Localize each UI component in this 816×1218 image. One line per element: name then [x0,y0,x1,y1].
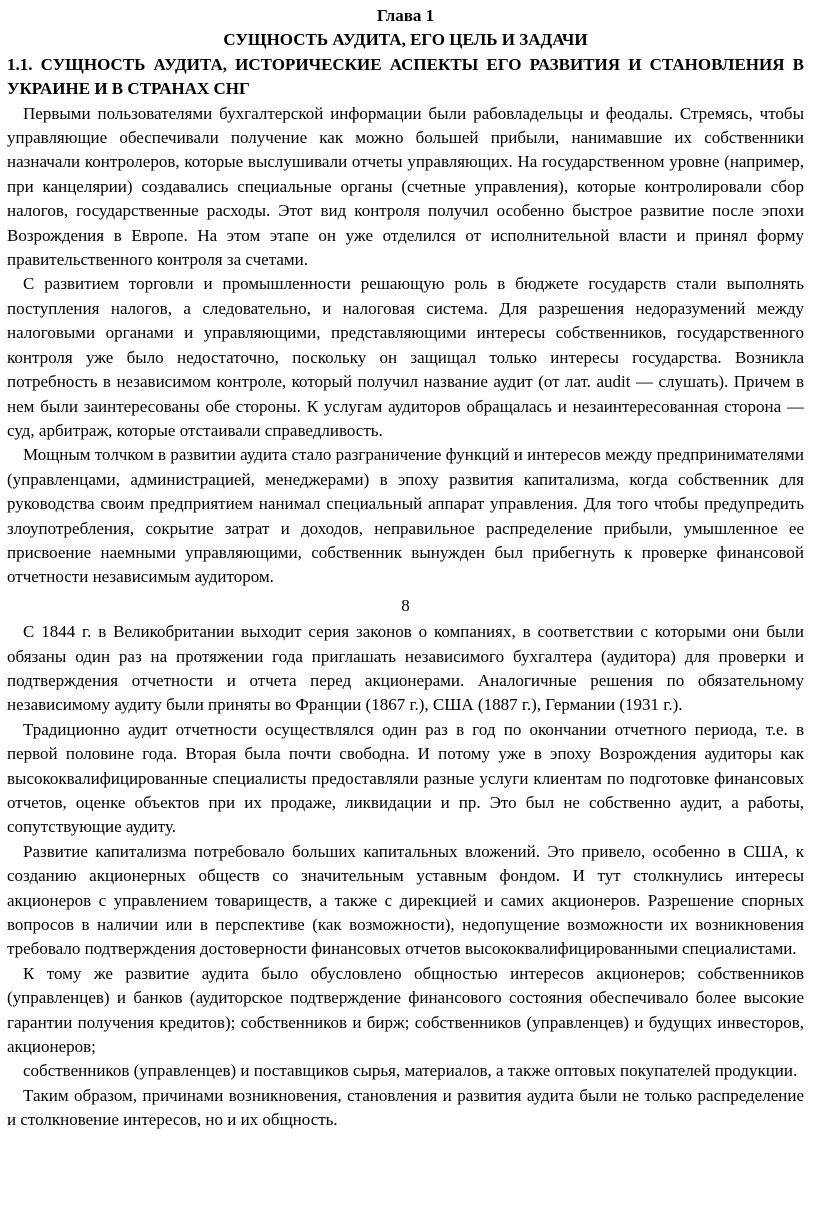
paragraph: Развитие капитализма потребовало больших капитальных вложений. Это привело, особенно в США, к созданию акционерных обществ со значительным уставным фондом. И тут столкнулись интересы акционеров с управлением товариществ, а также с дирекцией и самих акционеров. Разрешение спорных вопросов в наличии или в перспективе (как возможности), недопущение возможности их возникновения требовало подтверждения достоверности финансовых отчетов высококвалифицированными специалистами. [7,841,804,959]
chapter-title: СУЩНОСТЬ АУДИТА, ЕГО ЦЕЛЬ И ЗАДАЧИ [223,30,588,50]
paragraph: С 1844 г. в Великобритании выходит серия законов о компаниях, в соответствии с которыми они были обязаны один раз на протяжении года приглашать независимого бухгалтера (аудитора) для проверки и подтверждения отчетности и отчета перед акционерами. Аналогичные решения по обязательному независимому аудиту были приняты во Франции (1867 г.), США (1887 г.), Германии (1931 г.). [7,622,804,715]
paragraph: С развитием торговли и промышленности решающую роль в бюджете государств стали выполнять поступления налогов, а следовательно, и налоговая система. Для разрешения недоразумений между налоговыми органами и управляющими, представляющими интересы собственников, государственного контроля уже было недостаточно, поскольку он защищал только интересы государства. Возникла потребность в независимом контроле, который получил название аудит (от лат. audit — слушать). Причем в нем были заинтересованы обе стороны. К услугам аудиторов обращалась и незаинтересованная сторона — суд, арбитраж, которые отстаивали справедливость. [7,274,804,440]
section-heading: 1.1. СУЩНОСТЬ АУДИТА, ИСТОРИЧЕСКИЕ АСПЕКТЫ ЕГО РАЗВИТИЯ И СТАНОВЛЕНИЯ В УКРАИНЕ И В СТРАНАХ СНГ [7,54,804,99]
paragraph: Мощным толчком в развитии аудита стало разграничение функций и интересов между предпринимателями (управленцами, администрацией, менеджерами) в эпоху развития капитализма, когда собственник для руководства своим предприятием нанимал специальный аппарат управления. Для того чтобы предупредить злоупотребления, сокрытие затрат и доходов, неправильное распределение прибыли, умышленное ее присвоение наемными управляющими, собственник вынужден был прибегнуть к проверке финансовой отчетности независимым аудитором. [7,445,804,587]
paragraph: Первыми пользователями бухгалтерской информации были рабовладельцы и феодалы. Стремясь, чтобы управляющие обеспечивали получение как можно большей прибыли, нанимавшие их собственники назначали контролеров, которые выслушивали отчеты управляющих. На государственном уровне (например, при канцелярии) создавались специальные органы (счетные управления), которые контролировали сбор налогов, государственные расходы. Этот вид контроля получил особенно быстрое развитие после эпохи Возрождения в Европе. На этом этапе он уже отделился от исполнительной власти и принял форму правительственного контроля за счетами. [7,103,804,270]
paragraph: собственников (управленцев) и поставщиков сырья, материалов, а также оптовых покупателей продукции. [23,1061,798,1081]
chapter-heading: Глава 1 [376,6,435,25]
paragraph: К тому же развитие аудита было обусловлено общностью интересов акционеров; собственников (управленцев) и банков (аудиторское подтверждение финансового состояния обеспечивало более высокие гарантии получения кредитов); собственников и бирж; собственников (управленцев) и будущих инвесторов, акционеров; [7,963,804,1057]
paragraph: Традиционно аудит отчетности осуществлялся один раз в год по окончании отчетного периода, т.е. в первой половине года. Вторая была почти свободна. И потому уже в эпоху Возрождения аудиторы как высококвалифицированные специалисты предоставляли разные услуги клиентам по подготовке финансовых отчетов, оценке объектов при их продаже, ликвидации и пр. Это был не собственно аудит, а работы, сопутствующие аудиту. [7,719,804,837]
paragraph: Таким образом, причинами возникновения, становления и развития аудита были не только распределение и столкновение интересов, но и их общность. [7,1085,804,1130]
page-number: 8 [401,595,410,615]
